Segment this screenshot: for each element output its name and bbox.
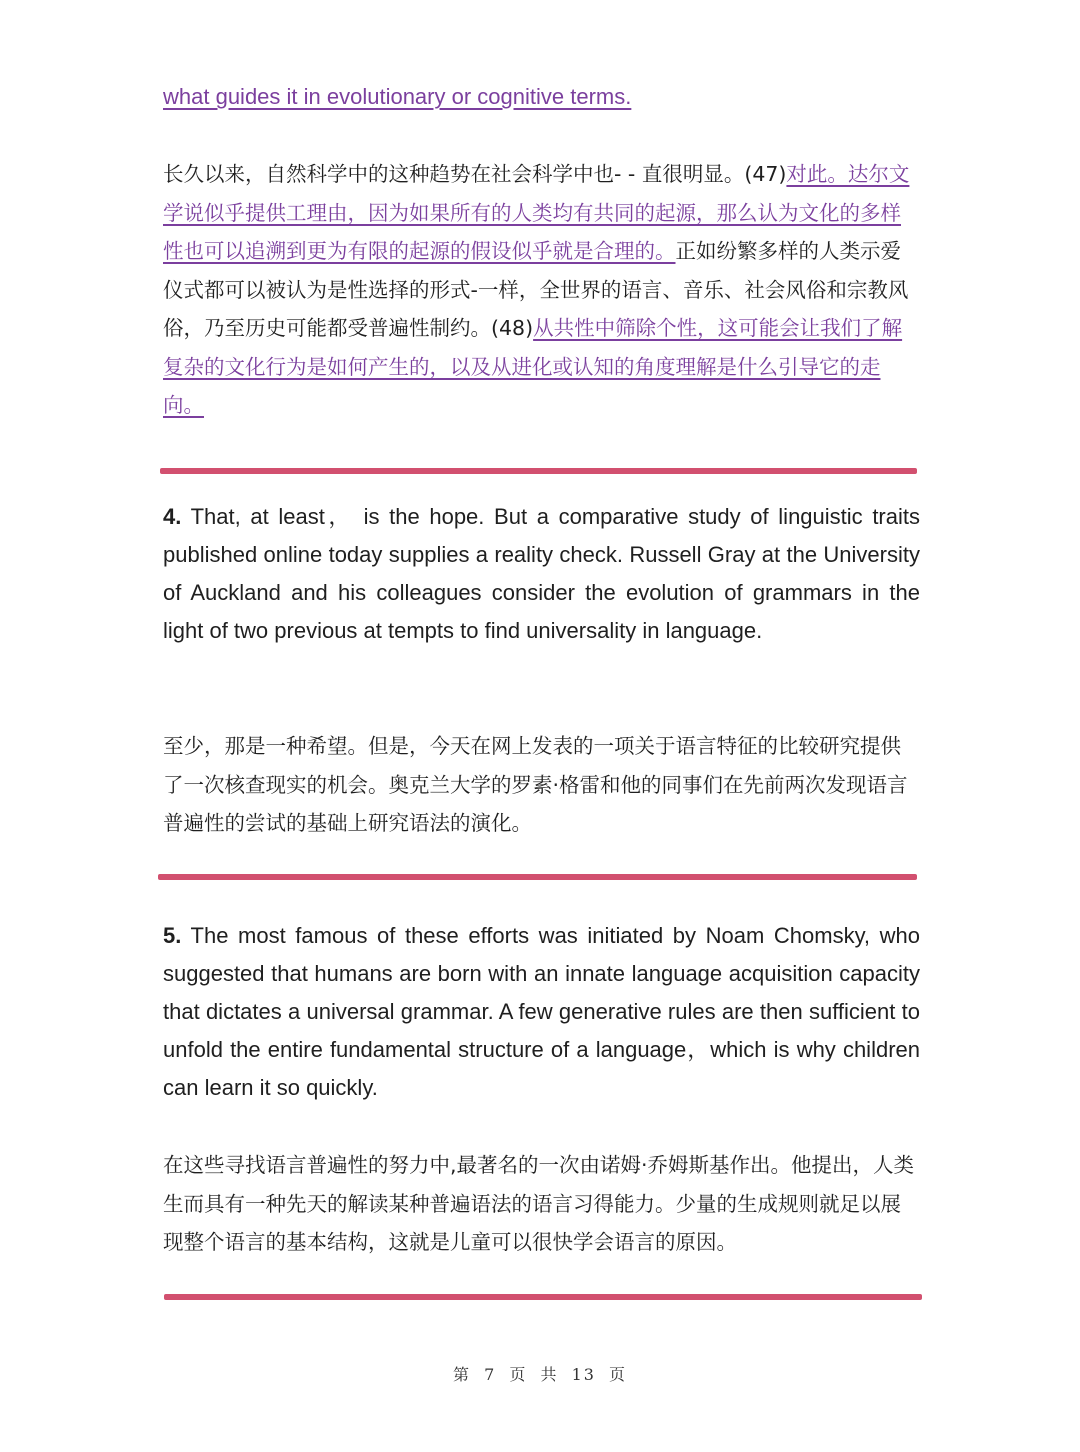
english-tail-block <box>163 78 920 116</box>
paragraph-4-english-text <box>163 498 920 650</box>
paragraph-5-english-text <box>163 917 920 1107</box>
paragraph-number: 5. <box>163 923 182 948</box>
footer-label-ye: 页 <box>509 1365 528 1384</box>
footer-total-pages: 13 <box>571 1365 596 1384</box>
paragraph-3-chinese-text <box>163 155 920 425</box>
page-footer <box>0 1362 1080 1385</box>
section-divider <box>164 1294 922 1300</box>
english-tail-text <box>163 78 920 116</box>
paragraph-5-english-body: The most famous of these efforts was initiated by Noam Chomsky, who suggested that humans are born with an innate language acquisition capacity that dictates a universal grammar. A few generative rules are then sufficient to unfold the entire fundamental structure of a language，which is why children can learn it so quickly. <box>163 923 920 1100</box>
paragraph-5-chinese-text: 在这些寻找语言普遍性的努力中,最著名的一次由诺姆·乔姆斯基作出。他提出，人类生而具有一种先天的解读某种普遍语法的语言习得能力。少量的生成规则就足以展现整个语言的基本结构，这就是儿童可以很快学会语言的原因。 <box>163 1153 915 1254</box>
footer-label-di: 第 <box>452 1365 471 1384</box>
section-divider <box>160 468 917 474</box>
paragraph-4-english-body: That, at least， is the hope. But a comparative study of linguistic traits published online today supplies a reality check. Russell Gray at the University of Auckland and his colleagues consider the evolution of grammars in the light of two previous at tempts to find universality in language. <box>163 504 920 643</box>
paragraph-5-chinese <box>163 1146 920 1262</box>
footer-label-gong: 共 <box>540 1365 559 1384</box>
paragraph-number: 4. <box>163 504 182 529</box>
highlighted-english-tail: what guides it in evolutionary or cognitive terms. <box>163 84 632 109</box>
paragraph-5-english <box>163 917 920 1107</box>
footer-current-page: 7 <box>484 1365 497 1384</box>
highlighted-translation-48: 从共性中筛除个性，这可能会让我们了解复杂的文化行为是如何产生的，以及从进化或认知的角度理解是什么引导它的走向。 <box>163 316 903 417</box>
paragraph-3-chinese <box>163 155 920 425</box>
paragraph-3-chinese-part-1: 长久以来，自然科学中的这种趋势在社会科学中也- - 直很明显。(47) <box>163 162 787 186</box>
highlighted-translation-47: 对此。达尔文学说似乎提供工理由，因为如果所有的人类均有共同的起源，那么认为文化的多样性也可以追溯到更为有限的起源的假设似乎就是合理的。 <box>163 162 910 263</box>
paragraph-4-english <box>163 498 920 650</box>
paragraph-4-chinese-text: 至少，那是一种希望。但是，今天在网上发表的一项关于语言特征的比较研究提供了一次核查现实的机会。奥克兰大学的罗素·格雷和他的同事们在先前两次发现语言普遍性的尝试的基础上研究语法的演化。 <box>163 734 908 835</box>
footer-label-ye-2: 页 <box>609 1365 628 1384</box>
paragraph-3-chinese-part-2: 正如纷繁多样的人类示爱仪式都可以被认为是性选择的形式-一样，全世界的语言、音乐、社会风俗和宗教风俗，乃至历史可能都受普遍性制约。(48) <box>163 239 909 340</box>
section-divider <box>158 874 917 880</box>
paragraph-4-chinese <box>163 727 920 843</box>
